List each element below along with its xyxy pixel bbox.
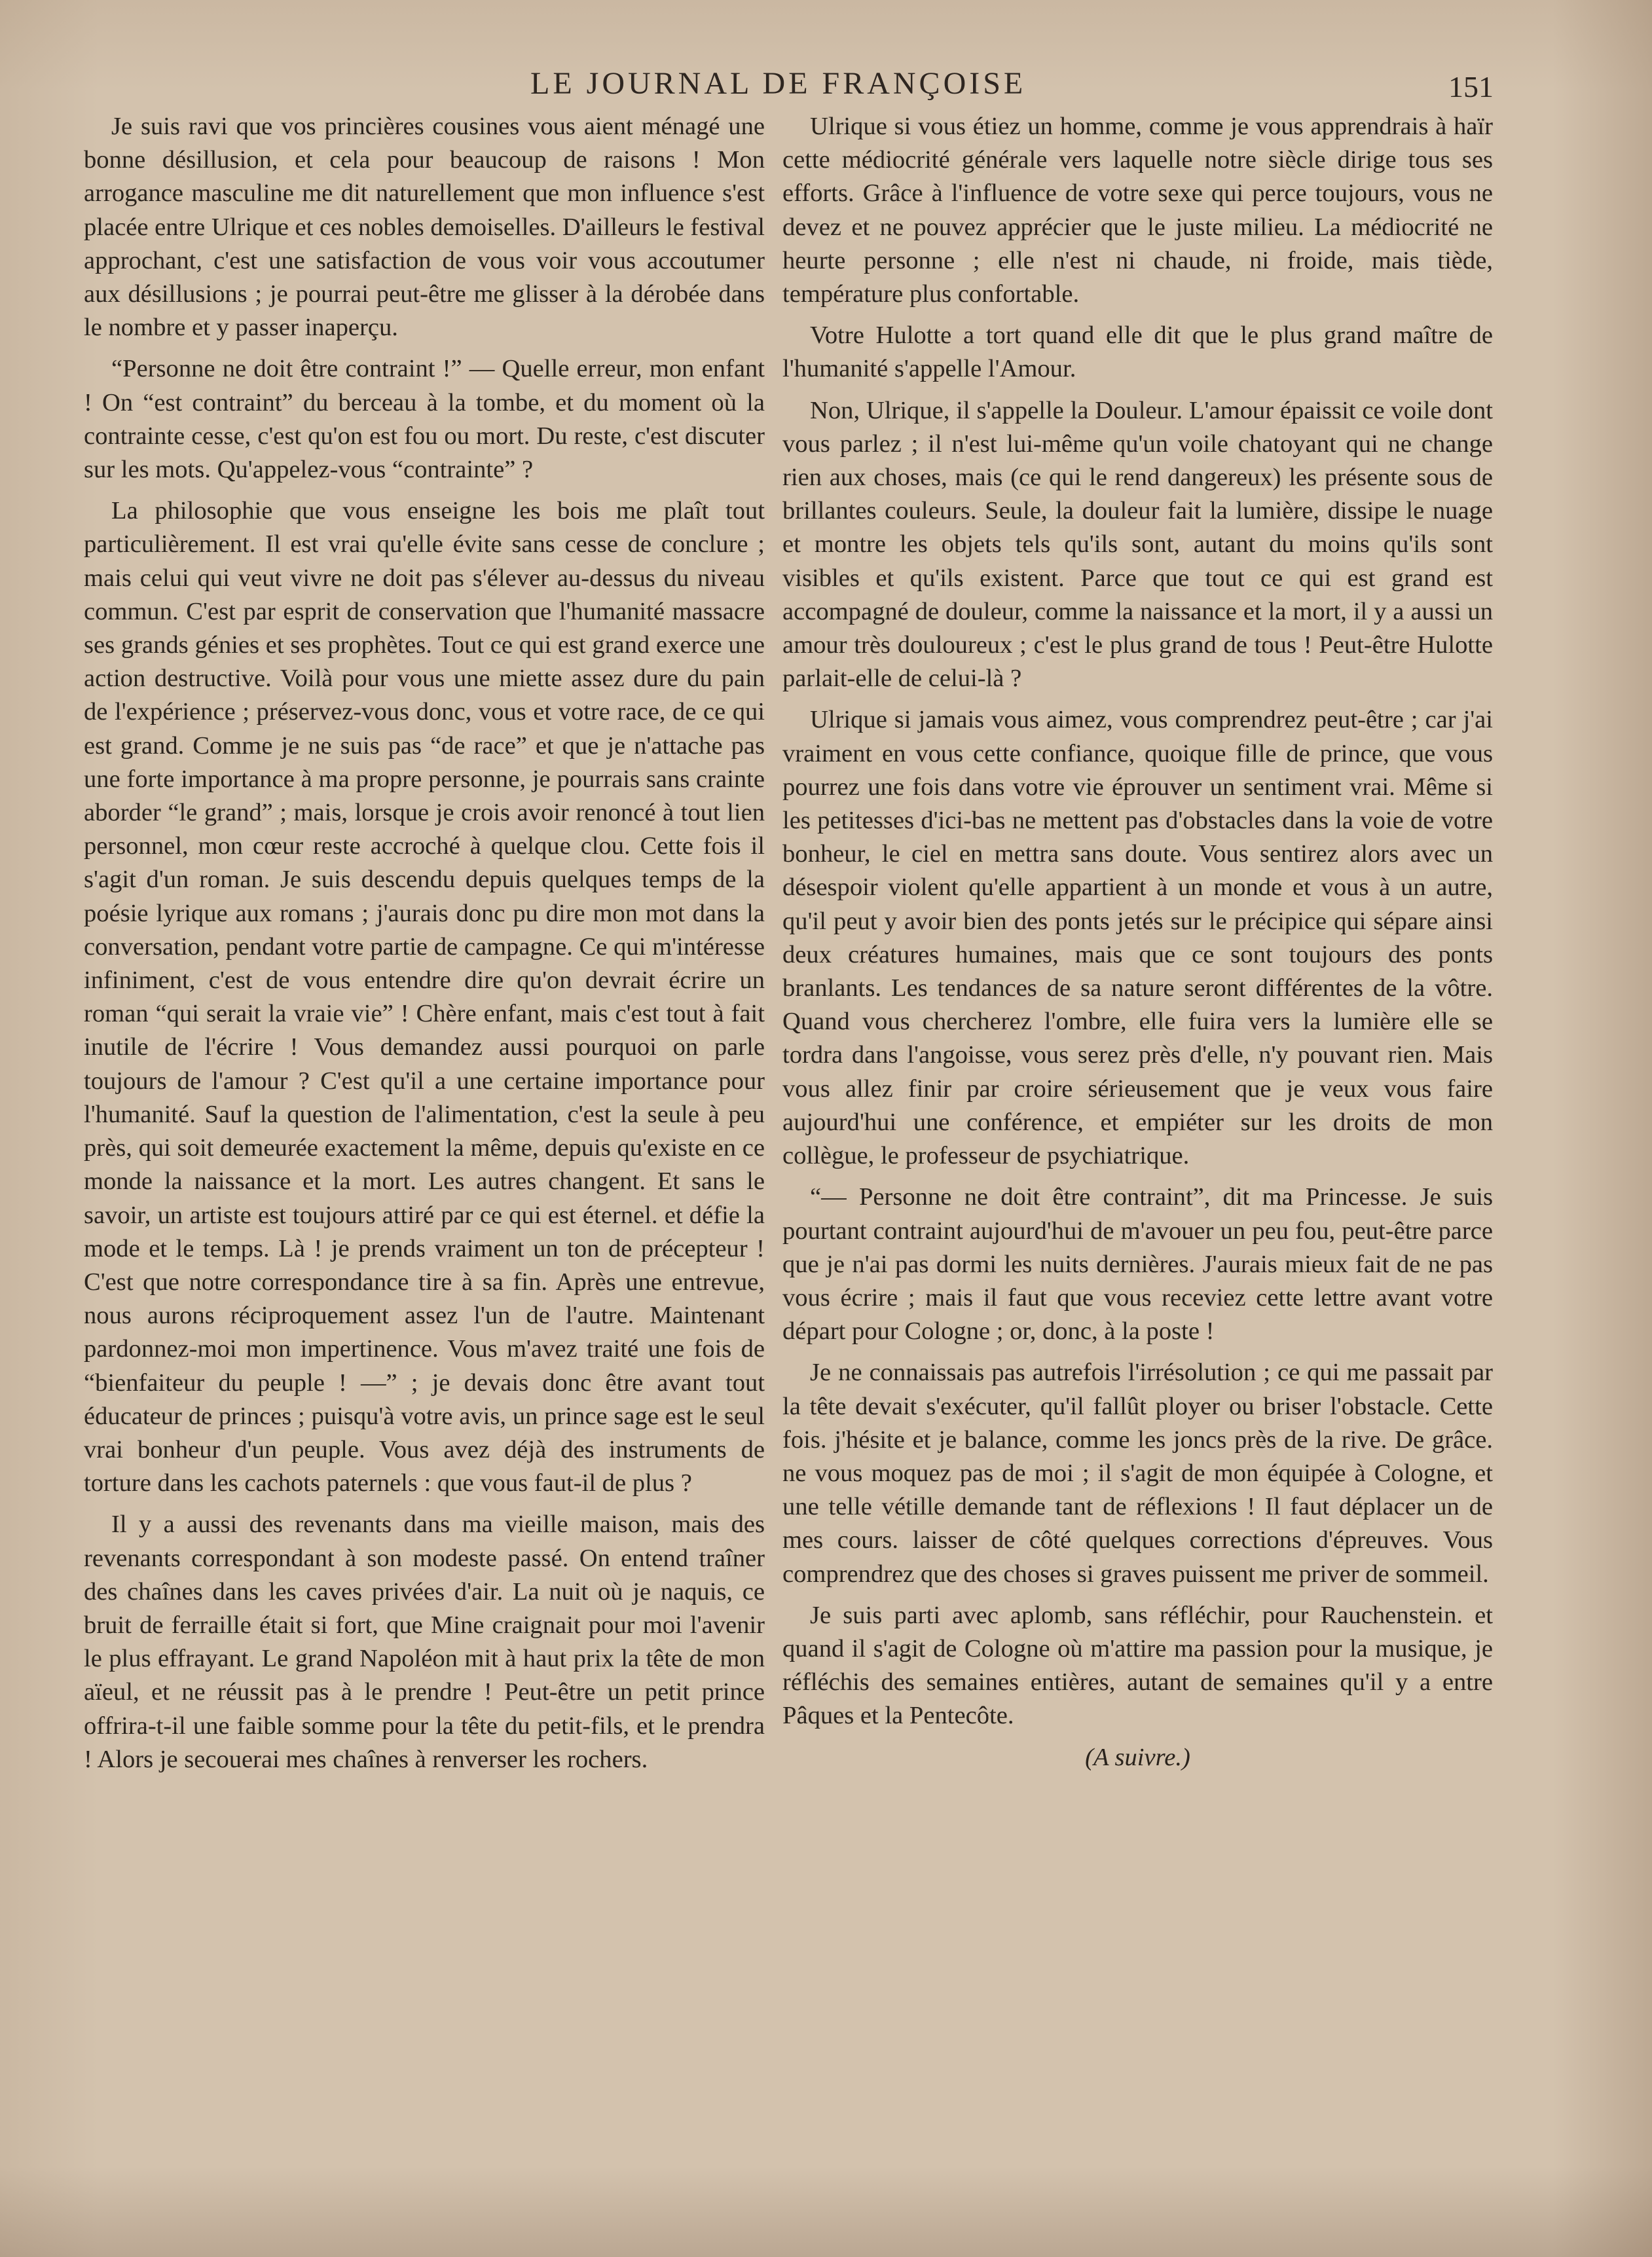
to-be-continued: (A suivre.) (1085, 1743, 1190, 1771)
paragraph: Votre Hulotte a tort quand elle dit que le plus grand maître de l'humanité s'appelle l'Amour. (782, 321, 1493, 383)
left-column (84, 110, 765, 1784)
paragraph: “— Personne ne doit être contraint”, dit ma Princesse. Je suis pourtant contraint aujourd'hui de m'avouer un peu fou, peut-être parce que je n'ai pas dormi les nuits dernières. J'aurais mieux fait de ne pas vous écrire ; mais il faut que vous receviez cette lettre avant votre départ pour Cologne ; or, donc, à la poste ! (782, 1183, 1493, 1346)
page-header (0, 65, 1652, 111)
paragraph: La philosophie que vous enseigne les bois me plaît tout particulièrement. Il est vrai qu'elle évite sans cesse de conclure ; mais celui qui veut vivre ne doit pas s'élever au-dessus du niveau commun. C'est par esprit de conservation que l'humanité massacre ses grands génies et ses prophètes. Tout ce qui est grand exerce une action destructive. Voilà pour vous une miette assez dure du pain de l'expérience ; préservez-vous donc, vous et votre race, de ce qui est grand. Comme je ne suis pas “de race” et que je n'attache pas une forte importance à ma propre personne, je pourrais sans crainte aborder “le grand” ; mais, lorsque je crois avoir renoncé à tout lien personnel, mon cœur reste accroché à quelque clou. Cette fois il s'agit d'un roman. Je suis descendu depuis quelques temps de la poésie lyrique aux romans ; j'aurais donc pu dire mon mot dans la conversation, pendant votre partie de campagne. Ce qui m'intéresse infiniment, c'est de vous entendre dire qu'on devrait écrire un roman “qui serait la vraie vie” ! Chère enfant, mais c'est tout à fait inutile de l'écrire ! Vous demandez aussi pourquoi on parle toujours de l'amour ? C'est qu'il a une certaine importance pour l'humanité. Sauf la question de l'alimentation, c'est la seule à peu près, qui soit demeurée exactement la même, depuis qu'existe en ce monde la naissance et la mort. Les autres changent. Et sans le savoir, un artiste est toujours attiré par ce qui est éternel. et défie la mode et le temps. Là ! je prends vraiment un ton de précepteur ! C'est que notre correspondance tire à sa fin. Après une entrevue, nous aurons réciproquement assez l'un de l'autre. Maintenant pardonnez-moi mon impertinence. Vous m'avez traité une fois de “bienfaiteur du peuple ! —” ; je devais donc être avant tout éducateur de princes ; puisqu'à votre avis, un prince sage est le seul vrai bonheur d'un peuple. Vous avez déjà des instruments de torture dans les cachots paternels : que vous faut-il de plus ? (84, 497, 765, 1497)
running-title: LE JOURNAL DE FRANÇOISE (530, 66, 1027, 101)
paragraph: Je suis parti avec aplomb, sans réfléchir, pour Rauchenstein. et quand il s'agit de Cologne où m'attire ma passion pour la musique, je réfléchis des semaines entières, autant de semaines qu'il y a entre Pâques et la Pentecôte. (782, 1601, 1493, 1730)
paragraph: Ulrique si jamais vous aimez, vous comprendrez peut-être ; car j'ai vraiment en vous cette confiance, quoique fille de prince, que vous pourrez une fois dans votre vie éprouver un sentiment vrai. Même si les petitesses d'ici-bas ne mettent pas d'obstacles dans la voie de votre bonheur, le ciel en mettra sans doute. Vous sentirez alors avec un désespoir violent qu'elle appartient à un monde et vous à un autre, qu'il peut y avoir bien des ponts jetés sur le précipice qui sépare ainsi deux créatures humaines, mais que ce sont toujours des ponts branlants. Les tendances de sa nature seront différentes de la vôtre. Quand vous chercherez l'ombre, elle fuira vers la lumière elle se tordra dans l'angoisse, vous serez près d'elle, n'y pouvant rien. Mais vous allez finir par croire sérieusement que je veux vous faire aujourd'hui une conférence, et empiéter sur les droits de mon collègue, le professeur de psychiatrique. (782, 706, 1493, 1170)
right-column (782, 110, 1493, 1782)
paragraph: Il y a aussi des revenants dans ma vieille maison, mais des revenants correspondant à son modeste passé. On entend traîner des chaînes dans les caves privées d'air. La nuit où je naquis, ce bruit de ferraille était si fort, que Mine craignait pour moi l'avenir le plus effrayant. Le grand Napoléon mit à haut prix la tête de mon aïeul, et ne réussit pas à le prendre ! Peut-être un petit prince offrira-t-il une faible somme pour la tête du petit-fils, et le prendra ! Alors je secouerai mes chaînes à renverser les rochers. (84, 1511, 765, 1773)
paragraph: Non, Ulrique, il s'appelle la Douleur. L'amour épaissit ce voile dont vous parlez ; il n'est lui-même qu'un voile chatoyant qui ne change rien aux choses, mais (ce qui le rend dangereux) les présente sous de brillantes couleurs. Seule, la douleur fait la lumière, dissipe le nuage et montre les objets tels qu'ils sont, autant du moins qu'ils sont visibles et qu'ils existent. Parce que tout ce qui est grand est accompagné de douleur, comme la naissance et la mort, il y a aussi un amour très douloureux ; c'est le plus grand de tous ! Peut-être Hulotte parlait-elle de celui-là ? (782, 396, 1493, 693)
paragraph: “Personne ne doit être contraint !” — Quelle erreur, mon enfant ! On “est contraint” du berceau à la tombe, et du moment où la contrainte cesse, c'est qu'on est fou ou mort. Du reste, c'est discuter sur les mots. Qu'appelez-vous “contrainte” ? (84, 355, 765, 484)
paragraph: Ulrique si vous étiez un homme, comme je vous apprendrais à haïr cette médiocrité générale vers laquelle notre siècle dirige tous ses efforts. Grâce à l'influence de votre sexe qui perce toujours, vous ne devez et ne pouvez apprécier que le juste milieu. La médiocrité ne heurte personne ; elle n'est ni chaude, ni froide, mais tiède, température plus confortable. (782, 113, 1493, 308)
paragraph: Je suis ravi que vos princières cousines vous aient ménagé une bonne désillusion, et cela pour beaucoup de raisons ! Mon arrogance masculine me dit naturellement que mon influence s'est placée entre Ulrique et ces nobles demoiselles. D'ailleurs le festival approchant, c'est une satisfaction de vous voir vous accoutumer aux désillusions ; je pourrai peut-être me glisser à la dérobée dans le nombre et y passer inaperçu. (84, 113, 765, 342)
paragraph: Je ne connaissais pas autrefois l'irrésolution ; ce qui me passait par la tête devait s'exécuter, qu'il fallût ployer ou briser l'obstacle. Cette fois. j'hésite et je balance, comme les joncs près de la rive. De grâce. ne vous moquez pas de moi ; il s'agit de mon équipée à Cologne, et une telle vétille demande tant de réflexions ! Il faut déplacer un de mes cours. laisser de côté quelques corrections d'épreuves. Vous comprendrez que des choses si graves puissent me priver de sommeil. (782, 1359, 1493, 1588)
page-number: 151 (1448, 70, 1494, 103)
